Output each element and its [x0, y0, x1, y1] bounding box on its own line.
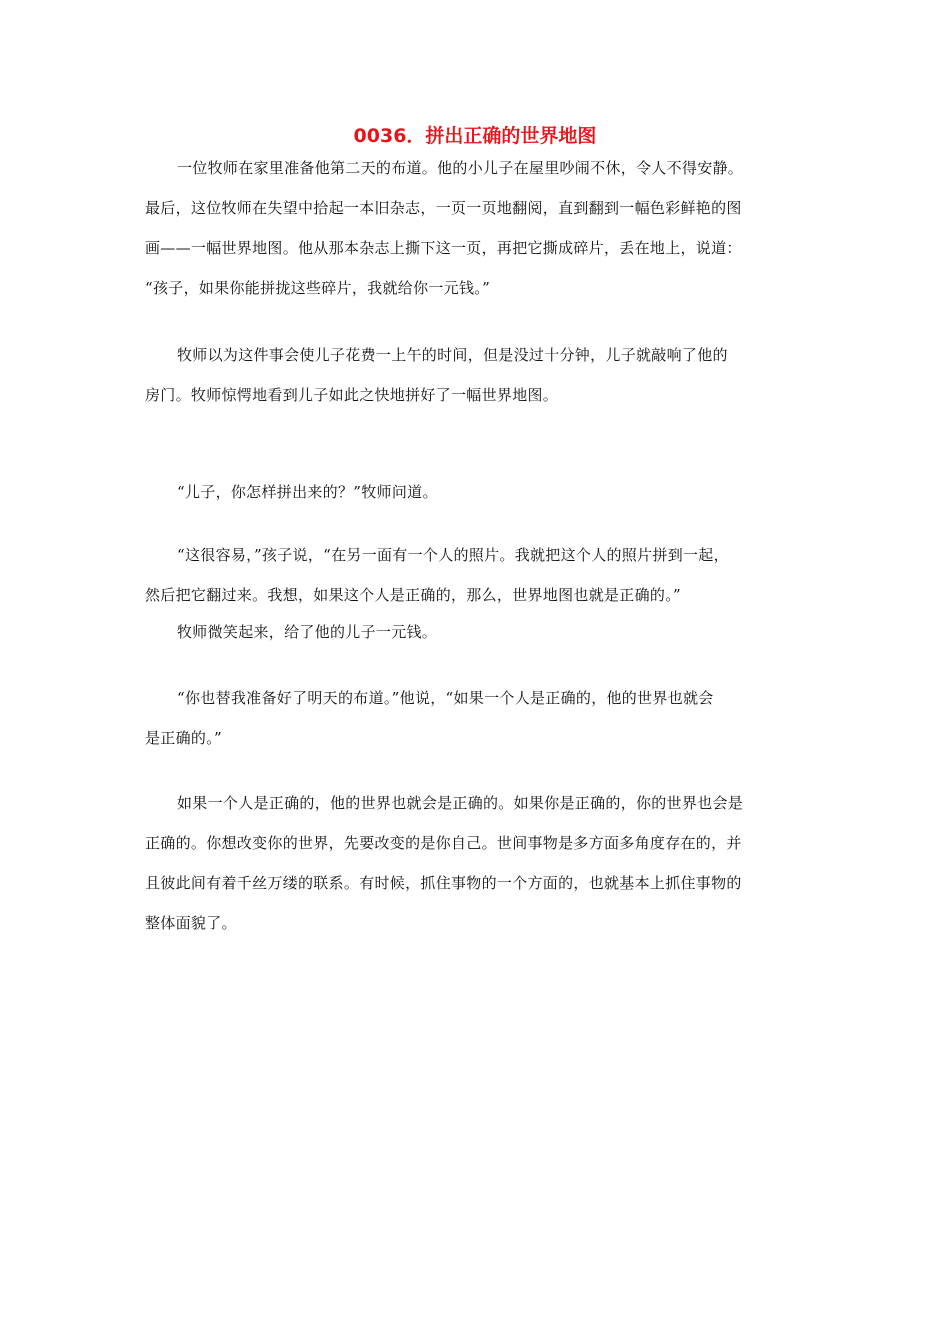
paragraph-5 — [145, 612, 815, 652]
document-title: 0036．拼出正确的世界地图 — [353, 125, 597, 147]
paragraph-line: 然后把它翻过来。我想，如果这个人是正确的，那么，世界地图也就是正确的。” — [145, 586, 681, 604]
paragraph-1 — [145, 148, 815, 308]
paragraph-line: 最后，这位牧师在失望中拾起一本旧杂志，一页一页地翻阅，直到翻到一幅色彩鲜艳的图 — [145, 199, 742, 217]
paragraph-line: 一位牧师在家里准备他第二天的布道。他的小儿子在屋里吵闹不休，令人不得安静。 — [177, 159, 744, 177]
paragraph-line: 房门。牧师惊愕地看到儿子如此之快地拼好了一幅世界地图。 — [145, 386, 559, 404]
paragraph-line: 正确的。你想改变你的世界，先要改变的是你自己。世间事物是多方面多角度存在的，并 — [145, 834, 742, 852]
paragraph-3 — [145, 472, 815, 512]
paragraph-line: 如果一个人是正确的，他的世界也就会是正确的。如果你是正确的，你的世界也会是 — [177, 794, 744, 812]
paragraph-line: 牧师微笑起来，给了他的儿子一元钱。 — [177, 623, 438, 641]
paragraph-6 — [145, 678, 815, 758]
paragraph-line: 是正确的。” — [145, 729, 222, 747]
paragraph-4 — [145, 535, 815, 615]
paragraph-line: “儿子，你怎样拼出来的？”牧师问道。 — [177, 483, 438, 501]
paragraph-line: 且彼此间有着千丝万缕的联系。有时候，抓住事物的一个方面的，也就基本上抓住事物的 — [145, 874, 742, 892]
paragraph-line: “孩子，如果你能拼拢这些碎片，我就给你一元钱。” — [145, 279, 491, 297]
paragraph-line: 画——一幅世界地图。他从那本杂志上撕下这一页，再把它撕成碎片，丢在地上，说道： — [145, 239, 742, 257]
paragraph-7 — [145, 783, 815, 943]
paragraph-line: 牧师以为这件事会使儿子花费一上午的时间，但是没过十分钟，儿子就敲响了他的 — [177, 346, 728, 364]
paragraph-line: 整体面貌了。 — [145, 914, 237, 932]
paragraph-line: “这很容易，”孩子说，“在另一面有一个人的照片。我就把这个人的照片拼到一起， — [177, 546, 729, 564]
paragraph-2 — [145, 335, 815, 415]
paragraph-line: “你也替我准备好了明天的布道。”他说，“如果一个人是正确的，他的世界也就会 — [177, 689, 714, 707]
